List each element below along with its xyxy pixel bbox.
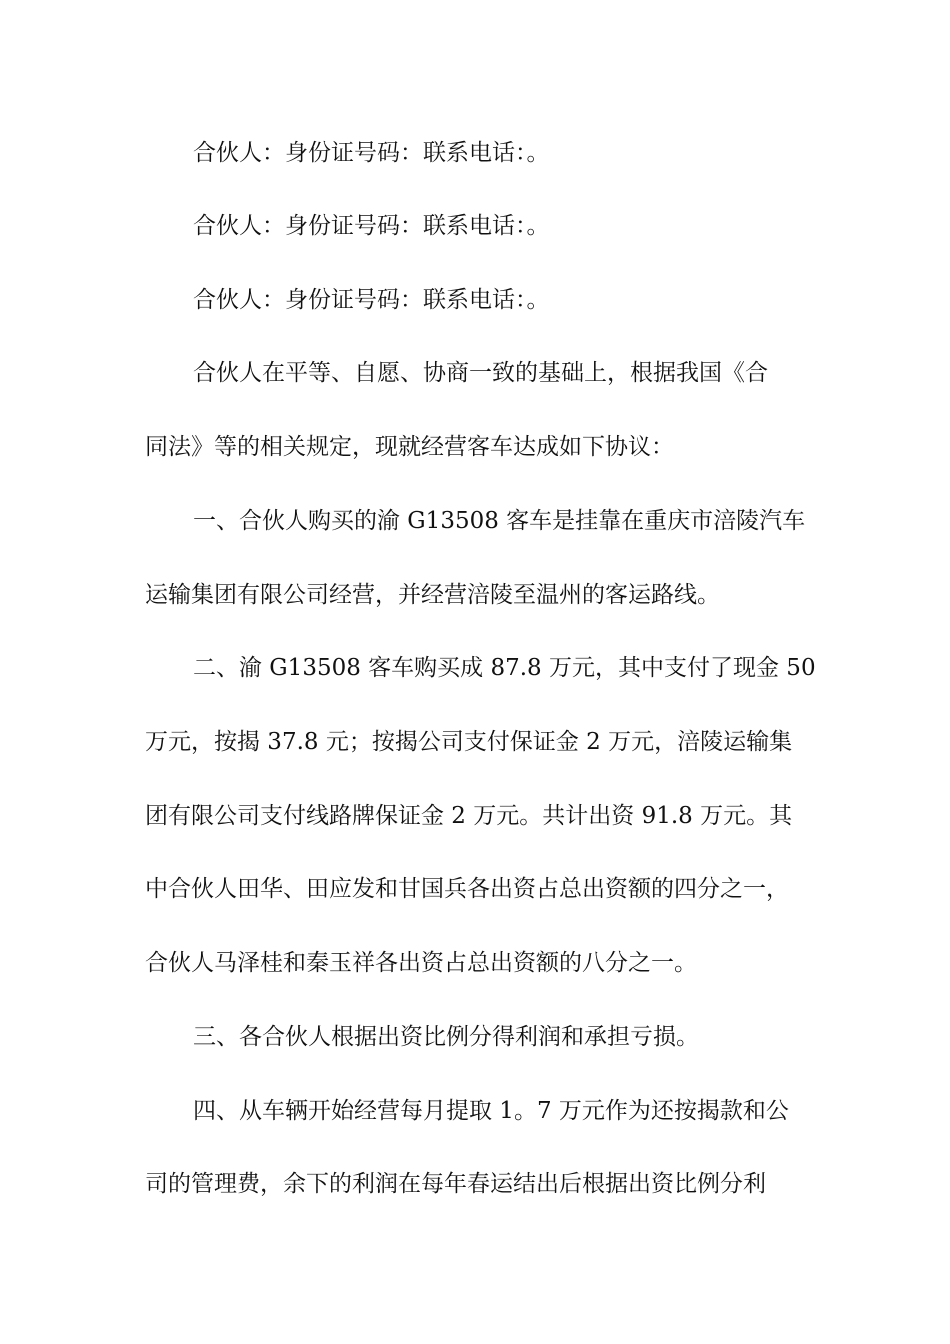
partner-info-line-1: 合伙人：身份证号码：联系电话：。	[193, 140, 550, 166]
clause-2-line-1: 二、渝 G13508 客车购买成 87.8 万元，其中支付了现金 50	[193, 655, 816, 681]
preamble-line-1: 合伙人在平等、自愿、协商一致的基础上，根据我国《合	[193, 360, 768, 386]
clause-4-line-2: 司的管理费，余下的利润在每年春运结出后根据出资比例分利	[145, 1171, 766, 1197]
clause-2-line-4: 中合伙人田华、田应发和甘国兵各出资占总出资额的四分之一，	[145, 876, 789, 902]
clause-1-line-2: 运输集团有限公司经营，并经营涪陵至温州的客运路线。	[145, 582, 720, 608]
clause-2-line-5: 合伙人马泽桂和秦玉祥各出资占总出资额的八分之一。	[145, 950, 697, 976]
partner-info-line-3: 合伙人：身份证号码：联系电话：。	[193, 287, 550, 313]
clause-1-line-1: 一、合伙人购买的渝 G13508 客车是挂靠在重庆市涪陵汽车	[193, 508, 806, 534]
preamble-line-2: 同法》等的相关规定，现就经营客车达成如下协议：	[145, 434, 674, 460]
partner-info-line-2: 合伙人：身份证号码：联系电话：。	[193, 213, 550, 239]
clause-3-line-1: 三、各合伙人根据出资比例分得利润和承担亏损。	[193, 1024, 699, 1050]
clause-2-line-2: 万元，按揭 37.8 元；按揭公司支付保证金 2 万元，涪陵运输集	[145, 729, 793, 755]
clause-2-line-3: 团有限公司支付线路牌保证金 2 万元。共计出资 91.8 万元。其	[145, 803, 793, 829]
clause-4-line-1: 四、从车辆开始经营每月提取 1。7 万元作为还按揭款和公	[193, 1098, 789, 1124]
